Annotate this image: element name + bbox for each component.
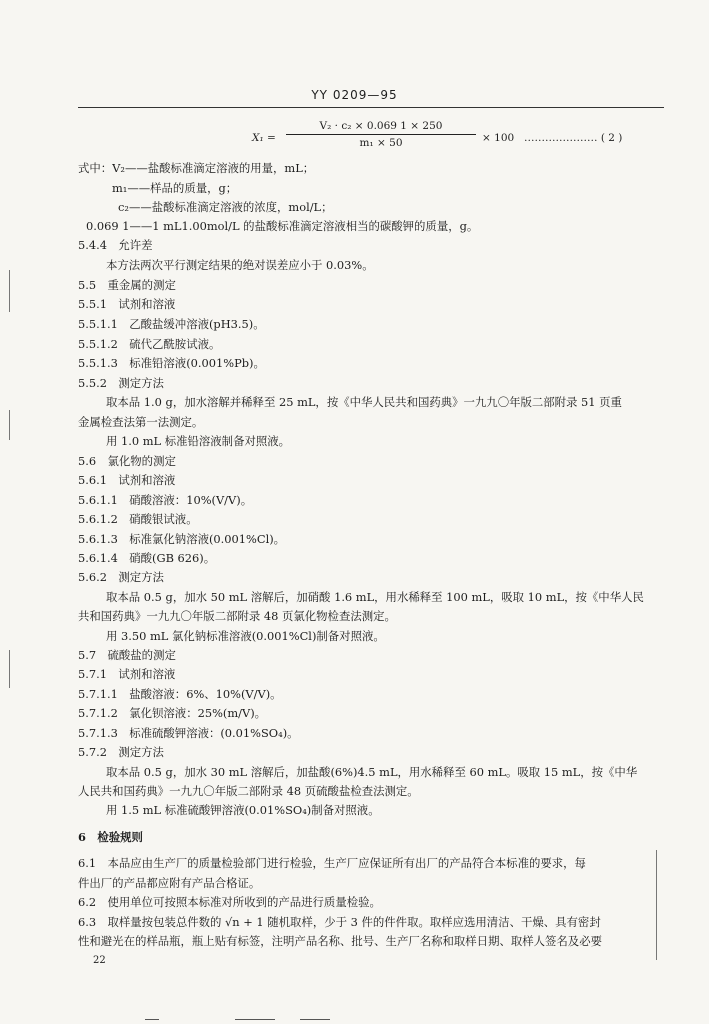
scan-edge-mark (9, 650, 10, 688)
section-heading: 5.6 氯化物的测定 (78, 454, 176, 468)
scan-bottom-mark (235, 1019, 275, 1020)
paragraph: 本方法两次平行测定结果的绝对误差应小于 0.03%。 (106, 258, 374, 272)
paragraph: 用 1.0 mL 标准铅溶液制备对照液。 (106, 434, 291, 448)
scan-edge-mark (656, 850, 657, 960)
paragraph: 用 1.5 mL 标准硫酸钾溶液(0.01%SO₄)制备对照液。 (106, 803, 380, 817)
list-item: 5.7.1.2 氯化钡溶液：25%(m/V)。 (78, 706, 267, 720)
section-heading: 5.6.1 试剂和溶液 (78, 473, 176, 487)
list-item: 5.5.1.3 标准铅溶液(0.001%Pb)。 (78, 356, 265, 370)
list-item: 5.5.1.1 乙酸盐缓冲溶液(pH3.5)。 (78, 317, 265, 331)
formula-multiplier: × 100 (482, 132, 515, 144)
definition-const: 0.069 1——1 mL1.00mol/L 的盐酸标准滴定溶液相当的碳酸钾的质量，g。 (86, 219, 479, 233)
section-heading: 5.6.2 测定方法 (78, 570, 164, 584)
definition-intro: 式中：V₂——盐酸标准滴定溶液的用量，mL； (78, 161, 315, 175)
paragraph: 共和国药典》一九九〇年版二部附录 48 页氯化物检查法测定。 (78, 609, 396, 623)
chapter-heading: 6 检验规则 (78, 830, 143, 844)
paragraph: 6.2 使用单位可按照本标准对所收到的产品进行质量检验。 (78, 895, 381, 909)
section-heading: 5.7 硫酸盐的测定 (78, 648, 176, 662)
section-heading: 5.5 重金属的测定 (78, 278, 176, 292)
list-item: 5.6.1.2 硝酸银试液。 (78, 512, 198, 526)
section-heading: 5.7.2 测定方法 (78, 745, 164, 759)
list-item: 5.6.1.4 硝酸(GB 626)。 (78, 551, 216, 565)
standard-number: YY 0209—95 (311, 88, 398, 102)
scan-edge-mark (9, 410, 10, 440)
list-item: 5.7.1.3 标准硫酸钾溶液：(0.01%SO₄)。 (78, 726, 299, 740)
header-rule (78, 107, 664, 108)
paragraph: 6.1 本品应由生产厂的质量检验部门进行检验，生产厂应保证所有出厂的产品符合本标准的要求，每 (78, 856, 586, 870)
formula-denominator: m₁ × 50 (359, 137, 403, 149)
paragraph: 金属检查法第一法测定。 (78, 415, 204, 429)
section-heading: 5.5.1 试剂和溶液 (78, 297, 176, 311)
scan-bottom-mark (145, 1019, 159, 1020)
definition-c2: c₂——盐酸标准滴定溶液的浓度，mol/L； (118, 200, 333, 214)
definition-m1: m₁——样品的质量，g； (112, 181, 238, 195)
section-heading: 5.4.4 允许差 (78, 238, 153, 252)
formula-numerator: V₂ · c₂ × 0.069 1 × 250 (319, 120, 443, 132)
page-number: 22 (93, 955, 106, 966)
paragraph: 6.3 取样量按包装总件数的 √n + 1 随机取样，少于 3 件的件件取。取样应选用清洁、干燥、具有密封 (78, 915, 601, 929)
scan-bottom-mark (300, 1019, 330, 1020)
formula-lhs: X₁ = (252, 132, 276, 144)
paragraph: 取本品 1.0 g，加水溶解并稀释至 25 mL，按《中华人民共和国药典》一九九〇年版二部附录 51 页重 (106, 395, 622, 409)
list-item: 5.6.1.3 标准氯化钠溶液(0.001%Cl)。 (78, 532, 286, 546)
scan-edge-mark (9, 270, 10, 312)
paragraph: 取本品 0.5 g，加水 30 mL 溶解后，加盐酸(6%)4.5 mL，用水稀释至 60 mL。吸取 15 mL，按《中华 (106, 765, 638, 779)
paragraph: 用 3.50 mL 氯化钠标准溶液(0.001%Cl)制备对照液。 (106, 629, 385, 643)
paragraph: 人民共和国药典》一九九〇年版二部附录 48 页硫酸盐检查法测定。 (78, 784, 419, 798)
section-heading: 5.5.2 测定方法 (78, 376, 164, 390)
formula-fraction (286, 120, 476, 149)
section-heading: 5.7.1 试剂和溶液 (78, 667, 176, 681)
list-item: 5.7.1.1 盐酸溶液：6%、10%(V/V)。 (78, 687, 282, 701)
paragraph: 取本品 0.5 g，加水 50 mL 溶解后，加硝酸 1.6 mL，用水稀释至 100 mL，吸取 10 mL，按《中华人民 (106, 590, 644, 604)
fraction-bar (286, 134, 476, 135)
paragraph: 性和避光在的样品瓶，瓶上贴有标签，注明产品名称、批号、生产厂名称和取样日期、取样人签名及必要 (78, 934, 602, 948)
list-item: 5.5.1.2 硫代乙酰胺试液。 (78, 337, 221, 351)
paragraph: 件出厂的产品都应附有产品合格证。 (78, 876, 261, 890)
list-item: 5.6.1.1 硝酸溶液：10%(V/V)。 (78, 493, 253, 507)
equation-number: ………………… ( 2 ) (524, 132, 623, 144)
